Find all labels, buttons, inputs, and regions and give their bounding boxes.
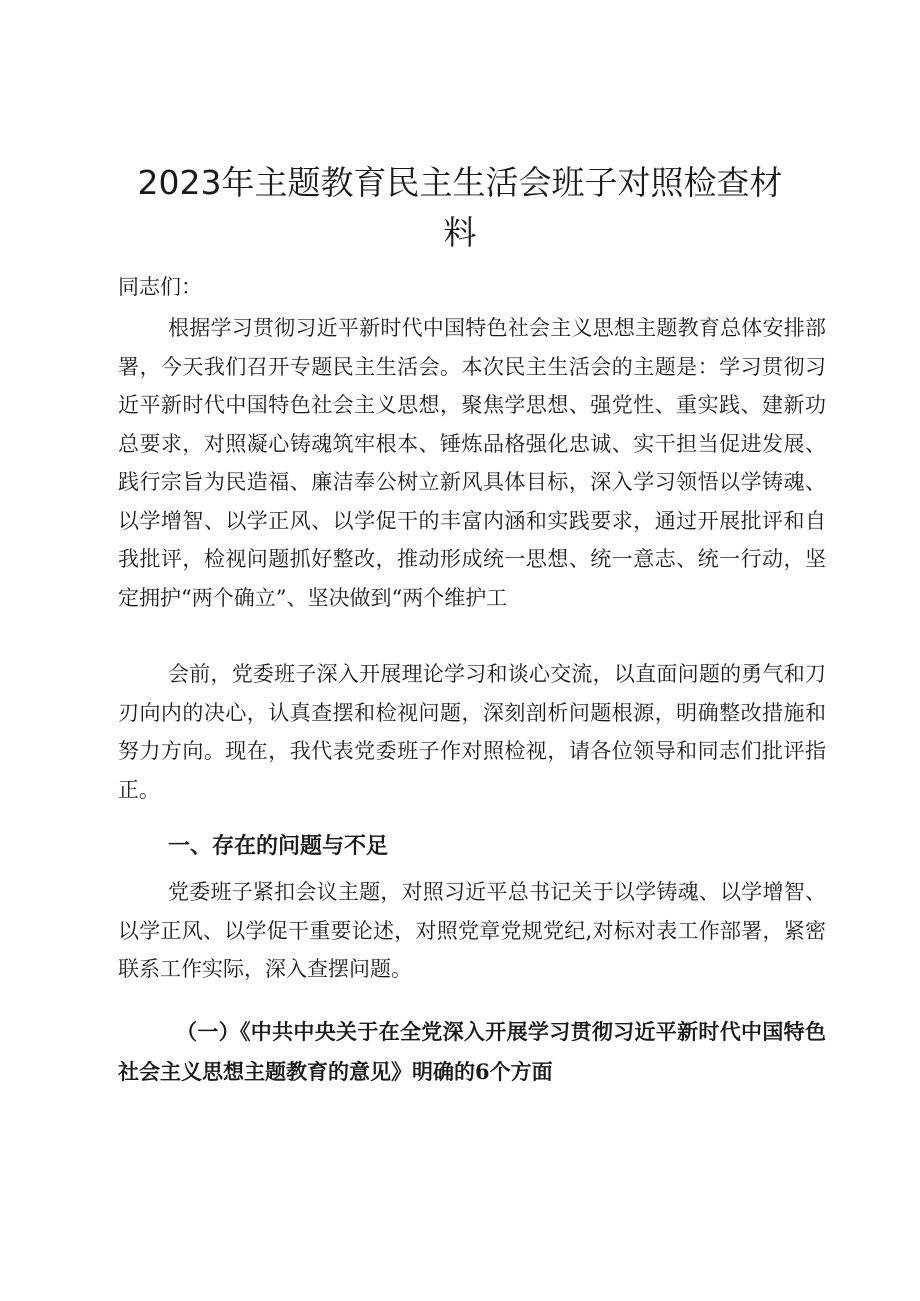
paragraph-preparation: 会前，党委班子深入开展理论学习和谈心交流，以直面问题的勇气和刀刃向内的决心，认真查摆和检视问题，深刻剖析问题根源，明确整改措施和努力方向。现在，我代表党委班子作对照检视，请各位领导和同志们批评指正。: [118, 662, 826, 802]
document-title-line-2: 料: [443, 213, 477, 252]
document-title: [110, 158, 810, 258]
section-heading-problems: 一、存在的问题与不足: [168, 834, 389, 859]
paragraph-problems-intro: 党委班子紧扣会议主题，对照习近平总书记关于以学铸魂、以学增智、以学正风、以学促干重要论述，对照党章党规党纪,对标对表工作部署，紧密联系工作实际，深入查摆问题。: [118, 880, 826, 981]
salutation: 同志们：: [118, 275, 202, 299]
document-title-line-1: 2023年主题教育民主生活会班子对照检查材: [137, 163, 783, 202]
subsection-heading-six-aspects: （一）《中共中央关于在全党深入开展学习贯彻习近平新时代中国特色社会主义思想主题教育的意见》明确的6个方面: [118, 1019, 826, 1084]
paragraph-intro: 根据学习贯彻习近平新时代中国特色社会主义思想主题教育总体安排部署，今天我们召开专题民主生活会。本次民主生活会的主题是：学习贯彻习近平新时代中国特色社会主义思想，聚焦学思想、强党性、重实践、建新功总要求，对照凝心铸魂筑牢根本、锤炼品格强化忠诚、实干担当促进发展、践行宗旨为民造福、廉洁奉公树立新风具体目标，深入学习领悟以学铸魂、以学增智、以学正风、以学促干的丰富内涵和实践要求，通过开展批评和自我批评，检视问题抓好整改，推动形成统一思想、统一意志、统一行动，坚定拥护“两个确立”、坚决做到“两个维护工: [118, 316, 826, 610]
